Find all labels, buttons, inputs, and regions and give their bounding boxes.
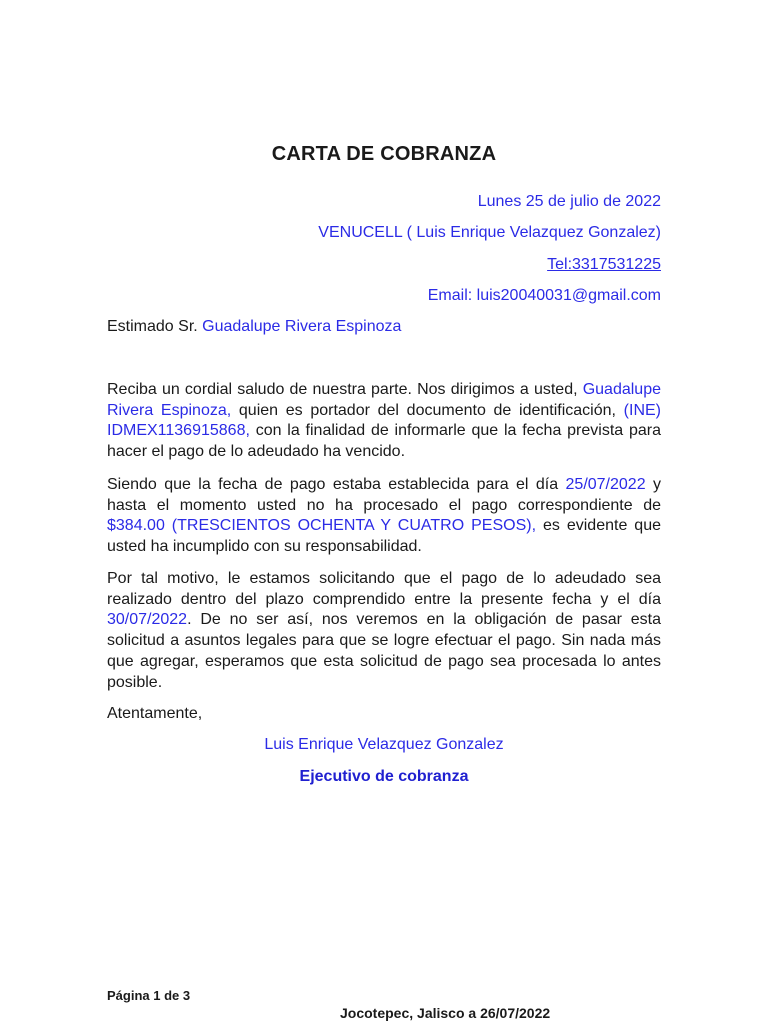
id-document: (INE) IDMEX1136915868, xyxy=(107,401,661,440)
sender-company: VENUCELL ( Luis Enrique Velazquez Gonzalez) xyxy=(318,224,661,241)
closing-salutation: Atentamente, xyxy=(107,705,203,722)
signature-name: Luis Enrique Velazquez Gonzalez xyxy=(264,736,504,753)
greeting-prefix: Estimado Sr. xyxy=(107,318,203,335)
paragraph-text: quien es portador del documento de identificación, xyxy=(231,401,624,419)
footer-place-date: Jocotepec, Jalisco a 26/07/2022 xyxy=(340,1005,551,1021)
recipient-name-inline: Guadalupe Rivera Espinoza, xyxy=(107,381,661,419)
paragraph-text: Siendo que la fecha de pago estaba establecida para el día xyxy=(107,476,566,493)
letter-title: CARTA DE COBRANZA xyxy=(271,143,497,165)
paragraph-request xyxy=(107,569,661,693)
greeting xyxy=(107,318,401,336)
recipient-name: Guadalupe Rivera Espinoza xyxy=(202,318,402,335)
paragraph-text: y hasta el momento usted no ha procesado el pago correspondiente de xyxy=(107,476,661,514)
paragraph-text: Reciba un cordial saludo de nuestra parte. Nos dirigimos a usted, xyxy=(107,381,583,398)
paragraph-intro xyxy=(107,380,661,463)
due-date: 25/07/2022 xyxy=(565,476,646,493)
sender-email: Email: luis20040031@gmail.com xyxy=(427,287,661,304)
sender-phone: Tel:3317531225 xyxy=(547,256,661,273)
paragraph-due xyxy=(107,475,661,558)
paragraph-text: con la finalidad de informarle que la fecha prevista para hacer el pago de lo adeudado ha vencido. xyxy=(107,422,661,461)
paragraph-text: . De no ser así, nos veremos en la obligación de pasar esta solicitud a asuntos legales para que se logre efectuar el pago. Sin nada más que agregar, esperamos que esta solicitud de pago sea procesada lo antes posible. xyxy=(107,611,661,691)
page-number: Página 1 de 3 xyxy=(107,988,191,1003)
payment-deadline: 30/07/2022 xyxy=(107,611,188,629)
paragraph-text: es evidente que usted ha incumplido con su responsabilidad. xyxy=(107,517,661,556)
letter-date: Lunes 25 de julio de 2022 xyxy=(477,193,661,210)
paragraph-text: Por tal motivo, le estamos solicitando que el pago de lo adeudado sea realizado dentro del plazo comprendido entre la presente fecha y el día xyxy=(107,570,661,608)
amount-owed: $384.00 (TRESCIENTOS OCHENTA Y CUATRO PESOS), xyxy=(107,517,537,535)
signature-title: Ejecutivo de cobranza xyxy=(299,768,469,785)
